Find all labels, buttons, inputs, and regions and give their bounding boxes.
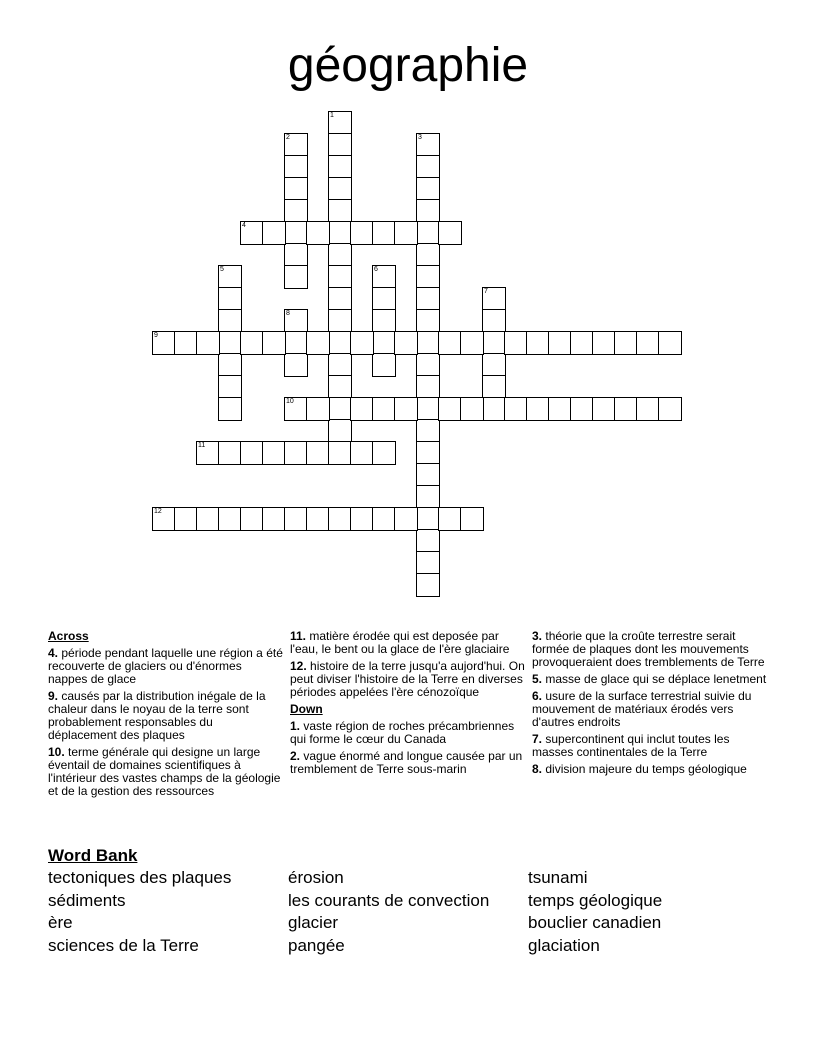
clue-number: 11 (198, 442, 206, 449)
crossword-cell[interactable] (262, 221, 286, 245)
word-bank-item: pangée (288, 936, 345, 955)
crossword-cell[interactable] (416, 177, 440, 201)
crossword-cell[interactable] (218, 331, 242, 355)
crossword-cell[interactable] (636, 331, 660, 355)
crossword-cell[interactable] (284, 199, 308, 223)
crossword-cell[interactable] (438, 221, 462, 245)
clue-across-10: 10. terme générale qui designe un large éventail de domaines scientifiques à l'intérieur des vastes champs de la géologie et de la gestion des ressources (48, 745, 281, 798)
crossword-cell[interactable] (416, 353, 440, 377)
crossword-cell[interactable] (328, 375, 352, 399)
crossword-cell[interactable] (438, 507, 462, 531)
crossword-cell[interactable] (218, 375, 242, 399)
word-bank-item: glaciation (528, 936, 600, 955)
crossword-cell[interactable] (196, 441, 220, 465)
crossword-cell[interactable] (284, 155, 308, 179)
clue-across-9: 9. causés par la distribution inégale de la chaleur dans le noyau de la terre sont probablement responsables du déplacement des plaques (48, 689, 266, 742)
crossword-cell[interactable] (328, 507, 352, 531)
crossword-cell[interactable] (416, 529, 440, 553)
crossword-cell[interactable] (482, 331, 506, 355)
crossword-cell[interactable] (372, 331, 396, 355)
crossword-cell[interactable] (328, 221, 352, 245)
crossword-cell[interactable] (328, 265, 352, 289)
crossword-cell[interactable] (372, 353, 396, 377)
page-title: géographie (287, 39, 529, 92)
crossword-cell[interactable] (548, 331, 572, 355)
crossword-cell[interactable] (174, 331, 198, 355)
crossword-cell[interactable] (196, 331, 220, 355)
crossword-cell[interactable] (526, 331, 550, 355)
crossword-cell[interactable] (284, 441, 308, 465)
crossword-cell[interactable] (306, 397, 330, 421)
crossword-cell[interactable] (614, 397, 638, 421)
clue-number: 9 (154, 332, 158, 339)
crossword-cell[interactable] (372, 441, 396, 465)
crossword-cell[interactable] (262, 331, 286, 355)
crossword-cell[interactable] (262, 507, 286, 531)
crossword-cell[interactable] (438, 331, 462, 355)
crossword-cell[interactable] (482, 353, 506, 377)
clue-across-11: 11. matière érodée qui est deposée par l'eau, le bent ou la glace de l'ère glaciaire (290, 629, 510, 656)
crossword-cell[interactable] (284, 309, 308, 333)
crossword-cell[interactable] (152, 331, 176, 355)
crossword-cell[interactable] (592, 331, 616, 355)
word-bank-item: ère (48, 913, 73, 932)
crossword-cell[interactable] (218, 265, 242, 289)
across-heading: Across (48, 629, 89, 643)
clues-column-2 (290, 630, 526, 780)
crossword-cell[interactable] (372, 265, 396, 289)
clue-across-12: 12. histoire de la terre jusqu'a aujord'hui. On peut diviser l'histoire de la Terre en diverses périodes appelées l'ère cénozoïque (290, 659, 525, 699)
crossword-cell[interactable] (350, 507, 374, 531)
clue-number: 2 (286, 134, 290, 141)
crossword-cell[interactable] (394, 331, 418, 355)
crossword-cell[interactable] (416, 155, 440, 179)
crossword-cell[interactable] (416, 485, 440, 509)
crossword-cell[interactable] (416, 133, 440, 157)
crossword-cell[interactable] (504, 331, 528, 355)
crossword-cell[interactable] (416, 551, 440, 575)
crossword-cell[interactable] (416, 287, 440, 311)
crossword-cell[interactable] (284, 177, 308, 201)
clue-number: 7 (484, 288, 488, 295)
crossword-cell[interactable] (240, 507, 264, 531)
crossword-cell[interactable] (416, 243, 440, 267)
crossword-cell[interactable] (328, 287, 352, 311)
crossword-cell[interactable] (284, 265, 308, 289)
crossword-cell[interactable] (372, 221, 396, 245)
crossword-cell[interactable] (372, 287, 396, 311)
crossword-cell[interactable] (284, 353, 308, 377)
crossword-cell[interactable] (482, 397, 506, 421)
crossword-cell[interactable] (416, 463, 440, 487)
crossword-cell[interactable] (284, 221, 308, 245)
crossword-cell[interactable] (438, 397, 462, 421)
crossword-cell[interactable] (416, 331, 440, 355)
crossword-cell[interactable] (460, 331, 484, 355)
crossword-cell[interactable] (306, 507, 330, 531)
crossword-cell[interactable] (350, 221, 374, 245)
crossword-cell[interactable] (218, 441, 242, 465)
crossword-cell[interactable] (482, 375, 506, 399)
crossword-cell[interactable] (152, 507, 176, 531)
crossword-cell[interactable] (416, 441, 440, 465)
clue-number: 10 (286, 398, 294, 405)
crossword-cell[interactable] (416, 419, 440, 443)
crossword-cell[interactable] (218, 353, 242, 377)
crossword-cell[interactable] (328, 199, 352, 223)
clue-down-6: 6. usure de la surface terrestrial suivie du mouvement de matériaux érodés vers d'autres endroits (532, 689, 752, 729)
crossword-cell[interactable] (328, 419, 352, 443)
clue-down-1: 1. vaste région de roches précambriennes qui forme le cœur du Canada (290, 719, 515, 746)
crossword-cell[interactable] (350, 441, 374, 465)
crossword-cell[interactable] (218, 287, 242, 311)
crossword-cell[interactable] (526, 397, 550, 421)
clues-column-3 (532, 630, 768, 780)
crossword-cell[interactable] (504, 397, 528, 421)
clue-down-5: 5. masse de glace qui se déplace lenetment (532, 672, 767, 686)
crossword-cell[interactable] (240, 331, 264, 355)
crossword-cell[interactable] (614, 331, 638, 355)
crossword-cell[interactable] (570, 331, 594, 355)
crossword-cell[interactable] (394, 507, 418, 531)
clue-number: 8 (286, 310, 290, 317)
clue-number: 3 (418, 134, 422, 141)
crossword-cell[interactable] (328, 441, 352, 465)
crossword-cell[interactable] (328, 111, 352, 135)
clue-down-7: 7. supercontinent qui inclut toutes les masses continentales de la Terre (532, 732, 730, 759)
word-bank-item: tectoniques des plaques (48, 868, 232, 887)
crossword-cell[interactable] (350, 331, 374, 355)
crossword-cell[interactable] (636, 397, 660, 421)
crossword-cell[interactable] (284, 133, 308, 157)
crossword-cell[interactable] (592, 397, 616, 421)
crossword-cell[interactable] (416, 375, 440, 399)
crossword-cell[interactable] (416, 309, 440, 333)
crossword-cell[interactable] (394, 221, 418, 245)
word-bank-item: bouclier canadien (528, 913, 662, 932)
word-bank-item: sciences de la Terre (48, 936, 199, 955)
crossword-cell[interactable] (416, 265, 440, 289)
crossword-cell[interactable] (658, 331, 682, 355)
crossword-cell[interactable] (306, 221, 330, 245)
crossword-cell[interactable] (284, 507, 308, 531)
clue-number: 5 (220, 266, 224, 273)
word-bank-item: sédiments (48, 891, 126, 910)
word-bank-item: glacier (288, 913, 339, 932)
crossword-cell[interactable] (328, 309, 352, 333)
crossword-cell[interactable] (306, 331, 330, 355)
crossword-cell[interactable] (328, 353, 352, 377)
crossword-cell[interactable] (416, 397, 440, 421)
crossword-cell[interactable] (284, 397, 308, 421)
crossword-cell[interactable] (416, 221, 440, 245)
clues-column-1 (48, 630, 284, 802)
crossword-cell[interactable] (196, 507, 220, 531)
crossword-cell[interactable] (416, 573, 440, 597)
crossword-cell[interactable] (328, 155, 352, 179)
crossword-cell[interactable] (482, 287, 506, 311)
crossword-cell[interactable] (328, 331, 352, 355)
crossword-cell[interactable] (240, 441, 264, 465)
crossword-cell[interactable] (460, 397, 484, 421)
word-bank-heading: Word Bank (48, 846, 138, 865)
crossword-cell[interactable] (284, 243, 308, 267)
crossword-cell[interactable] (482, 309, 506, 333)
crossword-cell[interactable] (284, 331, 308, 355)
clue-number: 4 (242, 222, 246, 229)
word-bank-item: les courants de convection (288, 891, 490, 910)
crossword-cell[interactable] (394, 397, 418, 421)
crossword-cell[interactable] (218, 397, 242, 421)
crossword-cell[interactable] (350, 397, 374, 421)
clue-across-4: 4. période pendant laquelle une région a été recouverte de glaciers ou d'énormes nappes de glace (48, 646, 283, 686)
crossword-cell[interactable] (372, 507, 396, 531)
crossword-cell[interactable] (460, 507, 484, 531)
crossword-cell[interactable] (240, 221, 264, 245)
word-bank-item: tsunami (528, 868, 588, 887)
crossword-cell[interactable] (570, 397, 594, 421)
crossword-cell[interactable] (262, 441, 286, 465)
crossword-cell[interactable] (218, 309, 242, 333)
clue-down-8: 8. division majeure du temps géologique (532, 762, 747, 776)
crossword-cell[interactable] (548, 397, 572, 421)
clue-number: 12 (154, 508, 162, 515)
crossword-cell[interactable] (328, 133, 352, 157)
crossword-cell[interactable] (328, 243, 352, 267)
crossword-cell[interactable] (372, 309, 396, 333)
crossword-cell[interactable] (416, 507, 440, 531)
word-bank-item: temps géologique (528, 891, 663, 910)
crossword-cell[interactable] (658, 397, 682, 421)
word-bank-item: érosion (288, 868, 344, 887)
crossword-cell[interactable] (174, 507, 198, 531)
down-heading: Down (290, 702, 323, 716)
clue-down-2: 2. vague énormé and longue causée par un tremblement de Terre sous-marin (290, 749, 523, 776)
crossword-cell[interactable] (372, 397, 396, 421)
clue-down-3: 3. théorie que la croûte terrestre serait formée de plaques dont les mouvements provoqueraient does tremblements de Terre (532, 629, 765, 669)
crossword-cell[interactable] (328, 177, 352, 201)
crossword-cell[interactable] (218, 507, 242, 531)
clue-number: 1 (330, 112, 334, 119)
crossword-cell[interactable] (306, 441, 330, 465)
crossword-cell[interactable] (328, 397, 352, 421)
clue-number: 6 (374, 266, 378, 273)
crossword-cell[interactable] (416, 199, 440, 223)
